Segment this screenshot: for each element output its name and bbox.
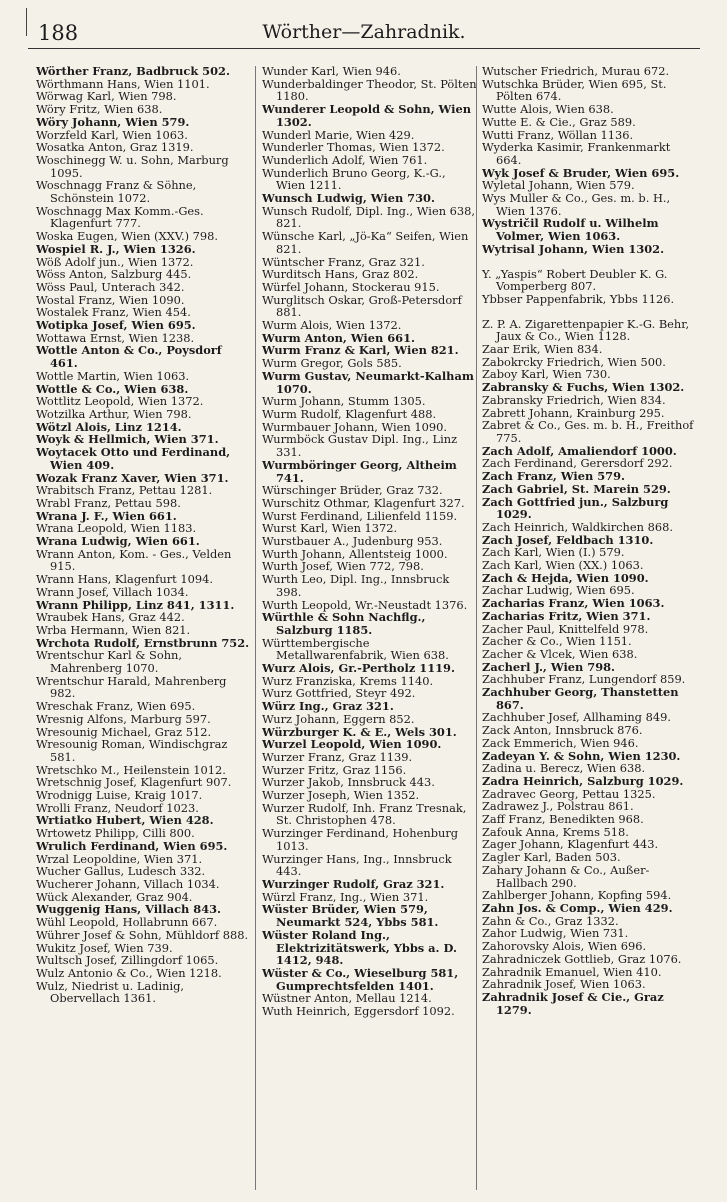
- directory-entry: Zabransky Friedrich, Wien 834.: [482, 392, 666, 407]
- directory-entry: Wühl Leopold, Hollabrunn 667.: [36, 915, 218, 930]
- directory-entry: Wurth Josef, Wien 772, 798.: [262, 559, 424, 574]
- directory-entry: Wurm Alois, Wien 1372.: [262, 318, 402, 333]
- directory-entry: Wurmböck Gustav Dipl. Ing., Linz 331.: [262, 432, 458, 460]
- directory-entry: Wretschko M., Heilenstein 1012.: [36, 762, 226, 777]
- directory-entry: Wüster Roland Ing., Elektrizitätswerk, Ybbs a. D. 1412, 948.: [262, 927, 457, 968]
- directory-entry: Wurm Franz & Karl, Wien 821.: [262, 343, 459, 358]
- directory-entry: Woytacek Otto und Ferdinand, Wien 409.: [36, 445, 231, 472]
- directory-entry: Zacharias Franz, Wien 1063.: [482, 596, 665, 611]
- directory-entry: Wurz Gottfried, Steyr 492.: [262, 686, 416, 701]
- directory-entry: Woschnagg Max Komm.-Ges. Klagenfurt 777.: [36, 203, 204, 231]
- directory-entry: Zaff Franz, Benedikten 968.: [482, 812, 644, 827]
- directory-entry: Zahor Ludwig, Wien 731.: [482, 926, 629, 941]
- directory-entry: Wytrisal Johann, Wien 1302.: [482, 241, 665, 256]
- directory-entry: Zacherl J., Wien 798.: [482, 659, 616, 674]
- directory-entry: Wrtowetz Philipp, Cilli 800.: [36, 826, 195, 841]
- directory-entry: Zacher Paul, Knittelfeld 978.: [482, 621, 649, 636]
- directory-entry: Wraubek Hans, Graz 442.: [36, 610, 185, 625]
- directory-entry: Wurzel Leopold, Wien 1090.: [262, 737, 442, 752]
- directory-entry: Wottle Martin, Wien 1063.: [36, 368, 190, 383]
- directory-entry: Wresnig Alfons, Marburg 597.: [36, 711, 211, 726]
- directory-entry: Wrabitsch Franz, Pettau 1281.: [36, 483, 213, 498]
- directory-entry: Wurst Ferdinand, Lilienfeld 1159.: [262, 508, 458, 523]
- directory-entry: Wunsch Ludwig, Wien 730.: [262, 191, 435, 206]
- directory-entry: Wurmböringer Georg, Altheim 741.: [262, 457, 457, 485]
- directory-entry: Zadra Heinrich, Salzburg 1029.: [482, 773, 684, 788]
- directory-entry: Wrann Anton, Kom. - Ges., Velden 915.: [36, 546, 232, 574]
- directory-entry: Zach Josef, Feldbach 1310.: [482, 532, 654, 547]
- directory-entry: Zafouk Anna, Krems 518.: [482, 824, 629, 839]
- directory-entry: Wüntscher Franz, Graz 321.: [262, 254, 425, 269]
- page-header: [28, 6, 700, 46]
- directory-entry: Zack Emmerich, Wien 946.: [482, 735, 639, 750]
- directory-entry: Zacharias Fritz, Wien 371.: [482, 608, 651, 623]
- section-gap: [482, 306, 698, 318]
- directory-entry: Zagler Karl, Baden 503.: [482, 850, 621, 865]
- directory-entry: Wünsche Karl, „Jö-Ka“ Seifen, Wien 821.: [262, 229, 469, 256]
- directory-entry: Wrann Hans, Klagenfurt 1094.: [36, 572, 213, 587]
- directory-entry: Wunder Karl, Wien 946.: [262, 64, 401, 78]
- directory-entry: Woska Eugen, Wien (XXV.) 798.: [36, 229, 219, 244]
- directory-entry: Zachar Ludwig, Wien 695.: [482, 583, 635, 598]
- directory-entry: Zahradnik Emanuel, Wien 410.: [482, 964, 662, 979]
- directory-entry: Wrabl Franz, Pettau 598.: [36, 495, 181, 510]
- directory-entry: Wüster Brüder, Wien 579, Neumarkt 524, Ybbs 581.: [262, 902, 439, 930]
- directory-entry: Wurzinger Rudolf, Graz 321.: [262, 877, 445, 891]
- directory-entry: Wöry Johann, Wien 579.: [36, 114, 190, 129]
- directory-entry: Zach Ferdinand, Gerersdorf 292.: [482, 456, 673, 471]
- directory-entry: Wrana J. F., Wien 661.: [36, 508, 177, 523]
- directory-entry: Wunderlich Bruno Georg, K.-G., Wien 1211.: [262, 165, 446, 193]
- directory-entry: Wottle & Co., Wien 638.: [36, 381, 189, 396]
- column-2: [262, 65, 478, 1018]
- directory-entry: Zach Heinrich, Waldkirchen 868.: [482, 519, 673, 534]
- directory-entry: Wrana Leopold, Wien 1183.: [36, 521, 197, 536]
- directory-entry: Zaboy Karl, Wien 730.: [482, 367, 611, 382]
- directory-entry: Wyk Josef & Bruder, Wien 695.: [482, 165, 680, 180]
- directory-entry: Wörwag Karl, Wien 798.: [36, 89, 177, 104]
- directory-entry: Wrann Josef, Villach 1034.: [36, 584, 189, 599]
- directory-entry: Ybbser Pappenfabrik, Ybbs 1126.: [482, 291, 675, 306]
- directory-entry: Zabransky & Fuchs, Wien 1302.: [482, 380, 685, 395]
- directory-entry: Zachhuber Georg, Thanstetten 867.: [482, 685, 679, 712]
- directory-entry: Wurm Gustav, Neumarkt-Kalham 1070.: [262, 368, 474, 396]
- directory-entry: Zadeyan Y. & Sohn, Wien 1230.: [482, 748, 681, 763]
- directory-entry: Wrba Hermann, Wien 821.: [36, 622, 191, 637]
- directory-entry: Zach Gottfried jun., Salzburg 1029.: [482, 494, 669, 522]
- directory-entry: Zahn & Co., Graz 1332.: [482, 913, 619, 928]
- directory-entry: Wurditsch Hans, Graz 802.: [262, 267, 419, 282]
- directory-entry: Wunderer Leopold & Sohn, Wien 1302.: [262, 102, 472, 129]
- directory-entry: Zabrett Johann, Krainburg 295.: [482, 405, 665, 420]
- directory-entry: Wüstner Anton, Mellau 1214.: [262, 991, 432, 1006]
- directory-entry: Würzburger K. & E., Wels 301.: [262, 724, 457, 739]
- directory-entry: Wyderka Kasimir, Frankenmarkt 664.: [482, 140, 671, 167]
- directory-entry: Wottlitz Leopold, Wien 1372.: [36, 394, 204, 409]
- directory-entry: Zahorovsky Alois, Wien 696.: [482, 939, 647, 954]
- directory-entry: Wück Alexander, Graz 904.: [36, 889, 193, 904]
- directory-entry: Wöss Anton, Salzburg 445.: [36, 267, 192, 282]
- directory-entry: Wöry Fritz, Wien 638.: [36, 102, 163, 117]
- directory-entry: Wrolli Franz, Neudorf 1023.: [36, 800, 199, 815]
- directory-entry: Wresounig Roman, Windischgraz 581.: [36, 737, 228, 764]
- directory-entry: Wurglitsch Oskar, Groß-Petersdorf 881.: [262, 292, 462, 320]
- directory-entry: Wyletal Johann, Wien 579.: [482, 178, 635, 193]
- directory-entry: Wurth Johann, Allentsteig 1000.: [262, 546, 448, 561]
- directory-entry: Wrtiatko Hubert, Wien 428.: [36, 813, 214, 828]
- directory-entry: Wurschitz Othmar, Klagenfurt 327.: [262, 495, 465, 510]
- directory-entry: Zahradnik Josef & Cie., Graz 1279.: [482, 989, 664, 1017]
- directory-entry: Zach Karl, Wien (XX.) 1063.: [482, 558, 644, 573]
- directory-entry: Wotipka Josef, Wien 695.: [36, 318, 196, 333]
- directory-entry: Woyk & Hellmich, Wien 371.: [36, 432, 219, 447]
- directory-entry: Wrulich Ferdinand, Wien 695.: [36, 838, 228, 853]
- directory-entry: Wurzer Fritz, Graz 1156.: [262, 762, 407, 777]
- directory-entry: Würzl Franz, Ing., Wien 371.: [262, 889, 429, 904]
- directory-entry: Wöß Adolf jun., Wien 1372.: [36, 254, 194, 269]
- directory-entry: Wurm Anton, Wien 661.: [262, 330, 415, 345]
- directory-entry: Zadravec Georg, Pettau 1325.: [482, 786, 656, 801]
- directory-entry: Wurz Alois, Gr.-Pertholz 1119.: [262, 661, 455, 676]
- directory-entry: Wurm Rudolf, Klagenfurt 488.: [262, 406, 437, 421]
- directory-entry: Wurth Leo, Dipl. Ing., Innsbruck 398.: [262, 572, 450, 599]
- directory-entry: Wutschka Brüder, Wien 695, St. Pölten 674.: [482, 76, 667, 104]
- directory-entry: Würz Ing., Graz 321.: [262, 699, 394, 714]
- directory-entry: Wulz Antonio & Co., Wien 1218.: [36, 965, 222, 980]
- directory-entry: Wurth Leopold, Wr.-Neustadt 1376.: [262, 597, 468, 612]
- directory-entry: Zabokrcky Friedrich, Wien 500.: [482, 354, 666, 369]
- directory-entry: Zaar Erik, Wien 834.: [482, 342, 603, 357]
- directory-entry: Wurz Johann, Eggern 852.: [262, 711, 415, 726]
- directory-entry: Woschinegg W. u. Sohn, Marburg 1095.: [36, 152, 229, 180]
- directory-entry: Wührer Josef & Sohn, Mühldorf 888.: [36, 927, 249, 942]
- directory-entry: Zahary Johann & Co., Außer-Hallbach 290.: [482, 862, 650, 890]
- directory-entry: Wurzer Jakob, Innsbruck 443.: [262, 775, 435, 790]
- directory-entry: Wurz Franziska, Krems 1140.: [262, 673, 434, 688]
- directory-entry: Wultsch Josef, Zillingdorf 1065.: [36, 953, 219, 968]
- directory-entry: Wunderler Thomas, Wien 1372.: [262, 140, 445, 155]
- directory-entry: Wulz, Niedrist u. Ladinig, Obervellach 1361.: [36, 978, 185, 1006]
- directory-entry: Wottle Anton & Co., Poysdorf 461.: [36, 343, 222, 371]
- directory-entry: Wurm Gregor, Gols 585.: [262, 356, 402, 371]
- directory-entry: Zachhuber Franz, Lungendorf 859.: [482, 672, 686, 687]
- directory-entry: Zach Karl, Wien (I.) 579.: [482, 545, 625, 560]
- directory-entry: Wrzal Leopoldine, Wien 371.: [36, 851, 203, 866]
- directory-entry: Wurst Karl, Wien 1372.: [262, 521, 398, 536]
- page-number: 188: [38, 21, 79, 45]
- directory-entry: Zadina u. Berecz, Wien 638.: [482, 761, 646, 776]
- directory-entry: Zadrawez J., Polstrau 861.: [482, 799, 634, 814]
- directory-entry: Wüster & Co., Wieselburg 581, Gumprechtsfelden 1401.: [262, 965, 459, 993]
- directory-entry: Wutte Alois, Wien 638.: [482, 102, 614, 117]
- directory-entry: Würthle & Sohn Nachflg., Salzburg 1185.: [262, 610, 426, 637]
- directory-entry: Wosatka Anton, Graz 1319.: [36, 140, 194, 155]
- directory-entry: Wuth Heinrich, Eggersdorf 1092.: [262, 1004, 455, 1019]
- directory-entry: Wystričil Rudolf u. Wilhelm Volmer, Wien 1063.: [482, 216, 659, 244]
- directory-entry: Wucher Gallus, Ludesch 332.: [36, 864, 206, 879]
- directory-entry: Wrentschur Harald, Mahrenberg 982.: [36, 673, 227, 701]
- directory-entry: Württembergische Metallwarenfabrik, Wien 638.: [262, 635, 449, 663]
- directory-entry: Wunderl Marie, Wien 429.: [262, 127, 415, 142]
- directory-entry: Wostal Franz, Wien 1090.: [36, 292, 185, 307]
- column-1: [36, 65, 252, 1005]
- directory-entry: Wutti Franz, Wöllan 1136.: [482, 127, 634, 142]
- directory-entry: Wukitz Josef, Wien 739.: [36, 940, 173, 955]
- directory-entry: Zach & Hejda, Wien 1090.: [482, 570, 649, 585]
- directory-entry: Wutscher Friedrich, Murau 672.: [482, 64, 670, 78]
- directory-entry: Wostalek Franz, Wien 454.: [36, 305, 191, 320]
- directory-entry: Wunsch Rudolf, Dipl. Ing., Wien 638, 821.: [262, 203, 476, 231]
- directory-entry: Zager Johann, Klagenfurt 443.: [482, 837, 659, 852]
- directory-entry: Wrann Philipp, Linz 841, 1311.: [36, 597, 235, 612]
- directory-entry: Wurzer Franz, Graz 1139.: [262, 749, 413, 764]
- directory-entry: Zach Franz, Wien 579.: [482, 469, 625, 484]
- directory-entry: Würfel Johann, Stockerau 915.: [262, 279, 440, 294]
- directory-entry: Wurm Johann, Stumm 1305.: [262, 394, 426, 409]
- directory-entry: Wurstbauer A., Judenburg 953.: [262, 534, 443, 549]
- directory-entry: Wurzinger Ferdinand, Hohenburg 1013.: [262, 826, 459, 853]
- column-3: [482, 65, 698, 1016]
- directory-entry: Y. „Yaspis“ Robert Deubler K. G. Vomperberg 807.: [482, 266, 668, 294]
- directory-entry: Z. P. A. Zigarettenpapier K.-G. Behr, Jaux & Co., Wien 1128.: [482, 316, 690, 344]
- directory-entry: Wrchota Rudolf, Ernstbrunn 752.: [36, 635, 250, 650]
- directory-entry: Wys Muller & Co., Ges. m. b. H., Wien 1376.: [482, 191, 671, 218]
- directory-entry: Wozak Franz Xaver, Wien 371.: [36, 470, 229, 485]
- page-edge-mark: [26, 8, 27, 36]
- column-divider-2: [476, 66, 477, 1190]
- directory-entry: Zacher & Co., Wien 1151.: [482, 634, 632, 649]
- directory-entry: Wunderbaldinger Theodor, St. Pölten 1180.: [262, 76, 477, 104]
- directory-entry: Wrodnigg Luise, Kraig 1017.: [36, 788, 203, 803]
- directory-entry: Zahradniczek Gottlieb, Graz 1076.: [482, 951, 682, 966]
- directory-entry: Zacher & Vlcek, Wien 638.: [482, 646, 638, 661]
- directory-entry: Zabret & Co., Ges. m. b. H., Freithof 775.: [482, 418, 694, 445]
- directory-entry: Worzfeld Karl, Wien 1063.: [36, 127, 188, 142]
- directory-entry: Wrentschur Karl & Sohn, Mahrenberg 1070.: [36, 648, 182, 676]
- directory-entry: Wöss Paul, Unterach 342.: [36, 279, 185, 294]
- directory-entry: Zachhuber Josef, Allhaming 849.: [482, 710, 671, 725]
- directory-entry: Wospiel R. J., Wien 1326.: [36, 241, 196, 256]
- directory-entry: Wörther Franz, Badbruck 502.: [36, 64, 230, 78]
- directory-entry: Wreschak Franz, Wien 695.: [36, 699, 196, 714]
- directory-entry: Wrana Ludwig, Wien 661.: [36, 534, 200, 549]
- header-rule: [28, 48, 700, 49]
- directory-entry: Wötzl Alois, Linz 1214.: [36, 419, 182, 434]
- directory-entry: Wörthmann Hans, Wien 1101.: [36, 76, 210, 91]
- directory-entry: Zack Anton, Innsbruck 876.: [482, 723, 643, 738]
- directory-entry: Wotzilka Arthur, Wien 798.: [36, 406, 192, 421]
- directory-entry: Wretschnig Josef, Klagenfurt 907.: [36, 775, 232, 790]
- column-divider-1: [255, 66, 256, 1190]
- directory-entry: Wuggenig Hans, Villach 843.: [36, 902, 222, 917]
- directory-entry: Wresounig Michael, Graz 512.: [36, 724, 212, 739]
- directory-entry: Wucherer Johann, Villach 1034.: [36, 877, 220, 891]
- directory-entry: Wottawa Ernst, Wien 1238.: [36, 330, 195, 345]
- directory-entry: Wurzer Rudolf, Inh. Franz Tresnak, St. Christophen 478.: [262, 800, 467, 828]
- page-title: Wörther—Zahradnik.: [262, 21, 466, 43]
- directory-entry: Zahlberger Johann, Kopfing 594.: [482, 888, 672, 903]
- directory-entry: Wutte E. & Cie., Graz 589.: [482, 114, 636, 129]
- directory-entry: Wurzinger Hans, Ing., Innsbruck 443.: [262, 851, 452, 879]
- directory-entry: Zach Adolf, Amaliendorf 1000.: [482, 443, 677, 458]
- directory-entry: Zahradnik Josef, Wien 1063.: [482, 977, 646, 992]
- directory-entry: Wurzer Joseph, Wien 1352.: [262, 788, 420, 803]
- section-gap: [482, 256, 698, 268]
- directory-entry: Würschinger Brüder, Graz 732.: [262, 483, 443, 498]
- directory-entry: Wurmbauer Johann, Wien 1090.: [262, 419, 447, 434]
- directory-entry: Zahn Jos. & Comp., Wien 429.: [482, 901, 673, 915]
- directory-entry: Woschnagg Franz & Söhne, Schönstein 1072.: [36, 178, 197, 206]
- directory-entry: Wunderlich Adolf, Wien 761.: [262, 152, 428, 167]
- directory-entry: Zach Gabriel, St. Marein 529.: [482, 481, 671, 496]
